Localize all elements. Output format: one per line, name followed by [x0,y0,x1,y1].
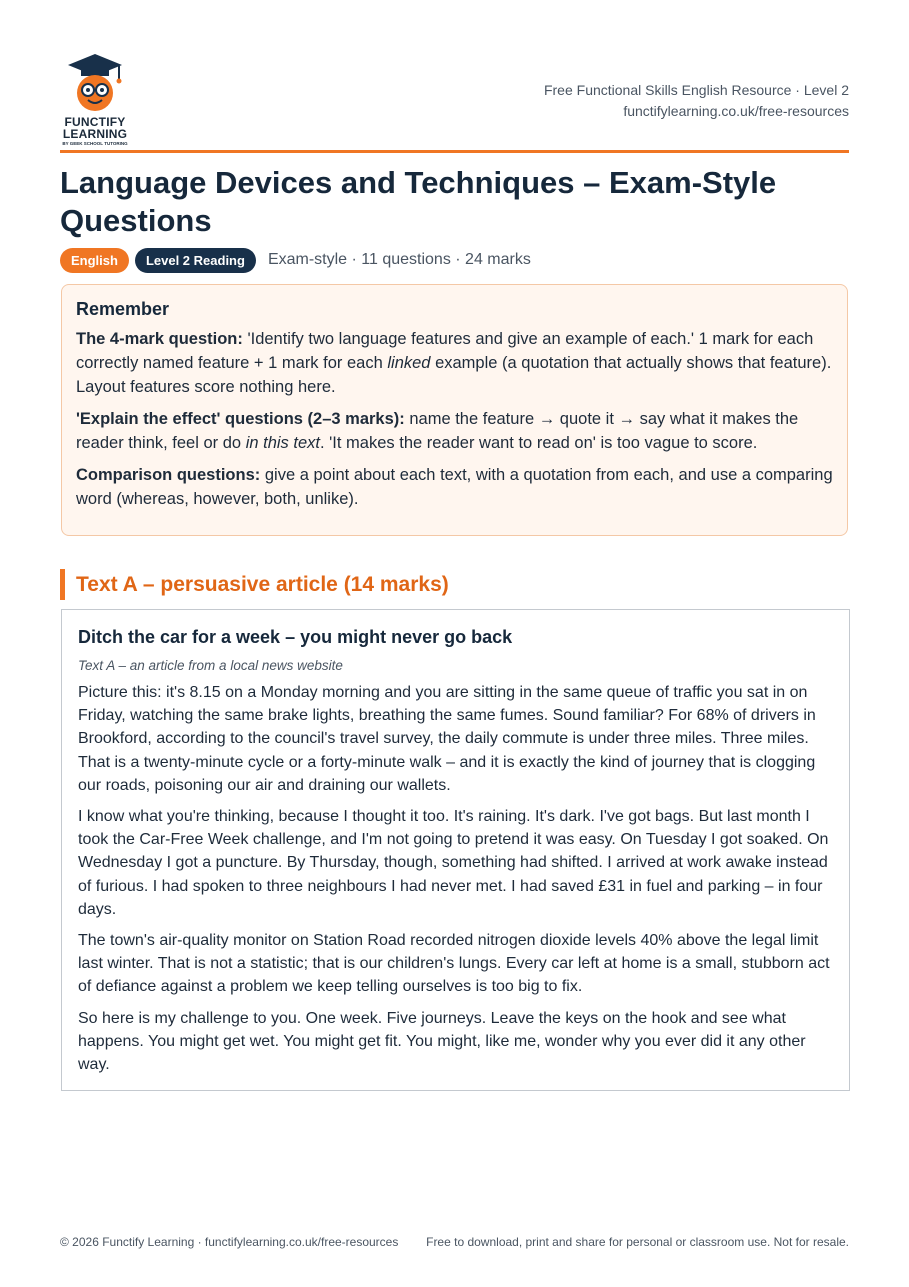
subject-badge: English [60,248,129,273]
logo [60,52,130,147]
header-divider [60,150,849,153]
section-heading-text-a: Text A – persuasive article (14 marks) [60,569,449,600]
header-resource-label: Free Functional Skills English Resource · Level 2 [543,82,849,98]
remember-point-explain-effect [76,407,833,455]
logo-text-line1: FUNCTIFY [64,115,126,129]
remember-point-text: . 'It makes the reader want to read on' is too vague to score. [319,434,758,452]
remember-point-emphasis: linked [387,354,431,372]
text-a-box [61,609,850,1091]
remember-point-comparison [76,463,833,511]
article-headline: Ditch the car for a week – you might never go back [78,627,513,647]
article-paragraph: Picture this: it's 8.15 on a Monday morning and you are sitting in the same queue of traffic you sat in on Friday, watching the same brake lights, breathing the same fumes. Sound familiar? For 68% of drivers in Brookford, according to the council's travel survey, the daily commute is under three miles. Three miles. That is a twenty-minute cycle or a forty-minute walk – and it is exactly the kind of journey that is clogging our roads, poisoning our air and draining our wallets. [78,684,816,794]
remember-point-text: example (a quotation that actually shows that feature). Layout features score nothing here. [76,354,832,396]
remember-heading: Remember [76,299,170,319]
remember-point-text: give a point about each text, with a quotation from each, and use a comparing word (whereas, however, both, unlike). [76,466,833,508]
header-url[interactable]: functifylearning.co.uk/free-resources [623,103,849,119]
graduate-owl-icon [60,52,130,114]
remember-point-4-mark [76,327,833,399]
article-source: Text A – an article from a local news website [78,658,343,673]
remember-point-emphasis: in this text [245,434,320,452]
footer-copyright: © 2026 Functify Learning · functifylearning.co.uk/free-resources [60,1235,399,1249]
article-paragraph: I know what you're thinking, because I thought it too. It's raining. It's dark. I've got bags. But last month I took the Car-Free Week challenge, and I'm not going to pretend it was easy. On Tuesday I got soaked. On Wednesday I got a puncture. By Thursday, though, something had shifted. I arrived at work awake instead of furious. I had spoken to three neighbours I had never met. I had saved £31 in fuel and parking – in four days. [78,808,829,918]
header-info [544,80,849,122]
article-paragraph: The town's air-quality monitor on Station Road recorded nitrogen dioxide levels 40% above the legal limit last winter. That is not a statistic; that is our children's lungs. Every car left at home is a small, stubborn act of defiance against a problem we keep telling ourselves is too big to fix. [78,932,830,996]
remember-point-label: The 4-mark question: [76,330,243,348]
tag-row [60,247,531,273]
exam-meta: Exam-style · 11 questions · 24 marks [267,251,531,268]
remember-point-label: Comparison questions: [76,466,261,484]
remember-point-text: name the feature → quote it → say what it makes the reader think, feel or do [76,410,799,452]
remember-point-label: 'Explain the effect' questions (2–3 marks): [76,410,405,428]
logo-text-line2: LEARNING [62,127,128,141]
remember-point-text: 'Identify two language features and give an example of each.' 1 mark for each correctly named feature + 1 mark for each [76,330,814,372]
remember-box [61,284,848,536]
page-title: Language Devices and Techniques – Exam-Style Questions [60,165,777,238]
level-badge: Level 2 Reading [135,248,256,273]
footer-license: Free to download, print and share for personal or classroom use. Not for resale. [426,1235,849,1249]
logo-tagline: BY GEEK SCHOOL TUTORING [62,141,128,146]
article-paragraph: So here is my challenge to you. One week. Five journeys. Leave the keys on the hook and see what happens. You might get wet. You might get fit. You might, like me, wonder why you ever did it any other way. [78,1009,806,1074]
